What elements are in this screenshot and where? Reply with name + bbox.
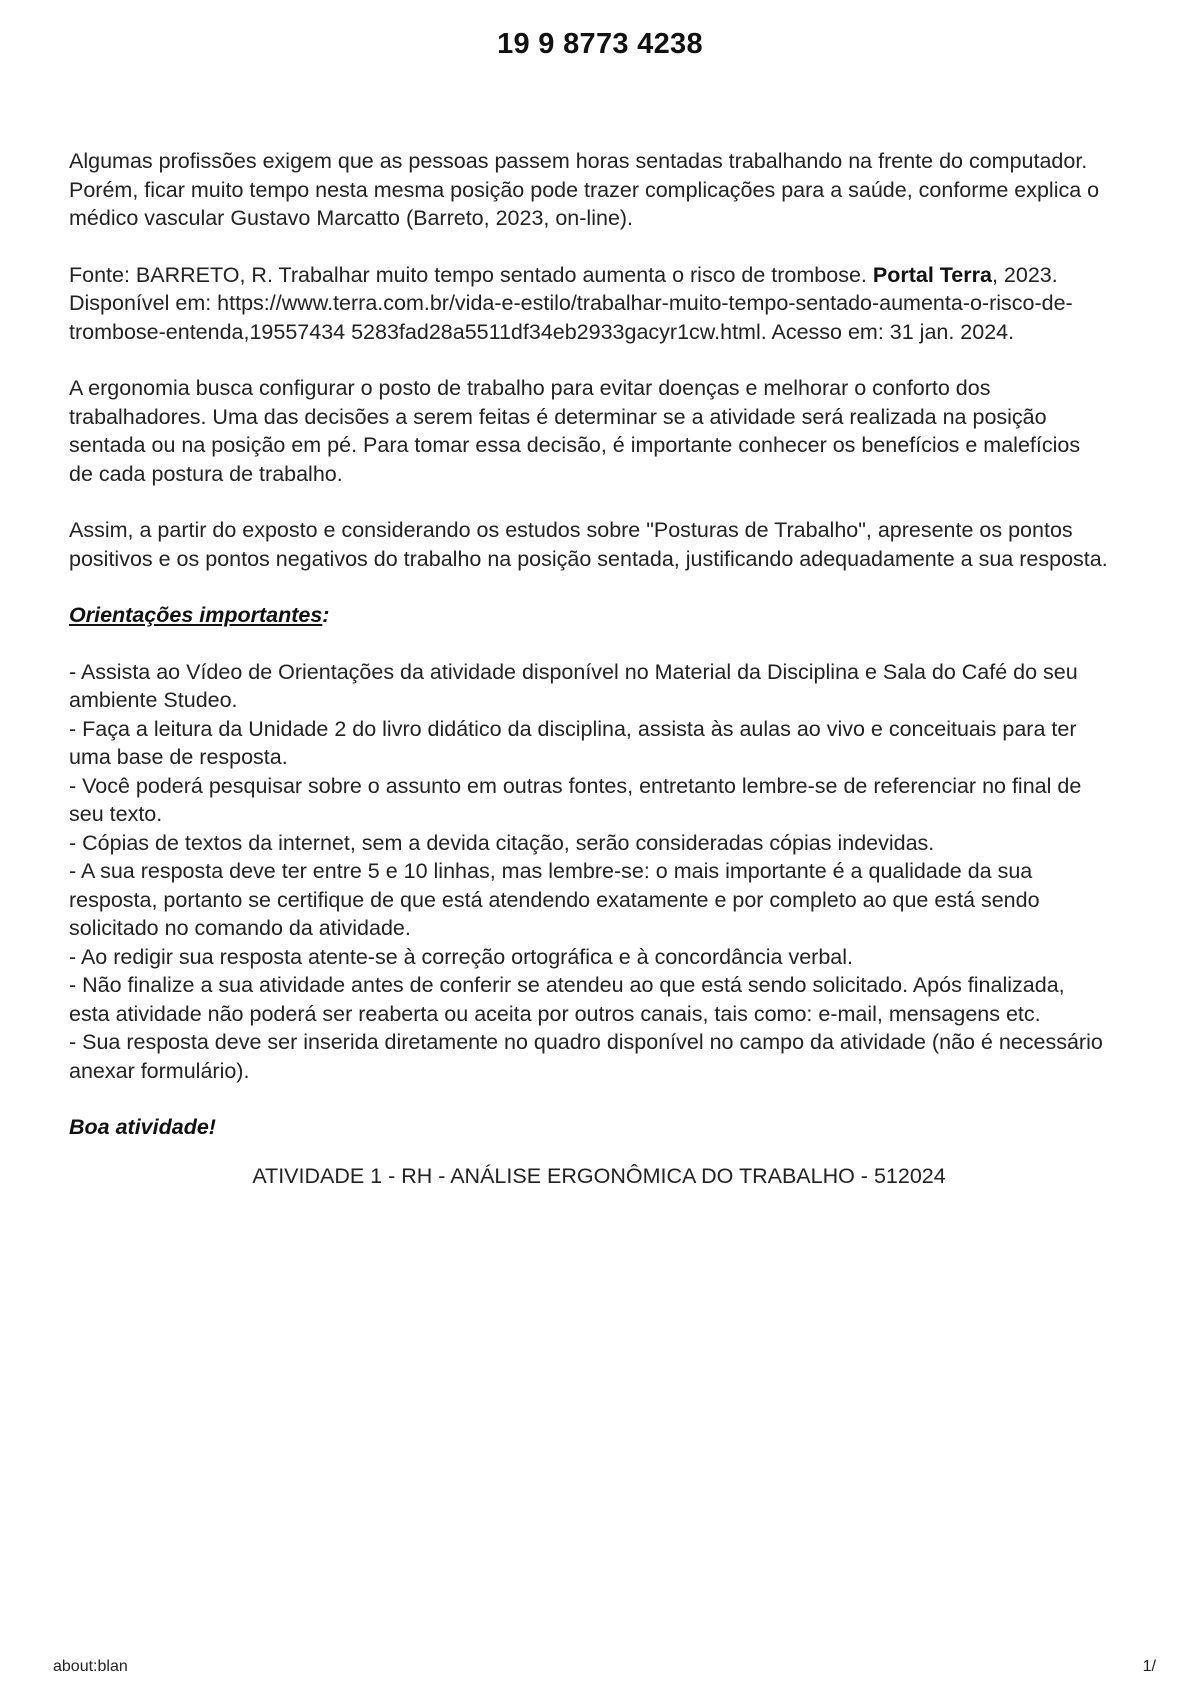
- orientations-heading: [69, 601, 1109, 630]
- orientations-heading-text: Orientações importantes: [69, 603, 323, 627]
- orientation-item: - Cópias de textos da internet, sem a devida citação, serão consideradas cópias indevidas.: [69, 830, 935, 855]
- phone-number-header: 19 9 8773 4238: [497, 28, 703, 60]
- activity-title: ATIVIDADE 1 - RH - ANÁLISE ERGONÔMICA DO TRABALHO - 512024: [252, 1163, 946, 1188]
- intro-paragraph: Algumas profissões exigem que as pessoas passem horas sentadas trabalhando na frente do computador. Porém, ficar muito tempo nesta mesma posição pode trazer complicações para a saúde, conforme explica o médico vascular Gustavo Marcatto (Barreto, 2023, on-line).: [69, 149, 1100, 230]
- footer-page-number: 1/: [1142, 1658, 1156, 1675]
- ergonomia-paragraph: A ergonomia busca configurar o posto de trabalho para evitar doenças e melhorar o conforto dos trabalhadores. Uma das decisões a serem feitas é determinar se a atividade será realizada na posição sentada ou na posição em pé. Para tomar essa decisão, é importante conhecer os benefícios e malefícios de cada postura de trabalho.: [69, 376, 1081, 486]
- source-citation: [69, 261, 1109, 347]
- source-suffix: , 2023. Disponível em: https://www.terra.com.br/vida-e-estilo/trabalhar-muito-tempo-sentado-aumenta-o-risco-de- trombose-entenda,19557434 5283fad28a5511df34eb2933gacyr1cw.html. Acesso em: 31 jan. 2024.: [69, 262, 1073, 344]
- orientations-list: [69, 658, 1109, 1086]
- closing-text: Boa atividade!: [69, 1115, 216, 1139]
- orientations-heading-colon: :: [322, 603, 330, 627]
- source-prefix: Fonte: BARRETO, R. Trabalhar muito tempo sentado aumenta o risco de trombose.: [69, 262, 873, 287]
- orientation-item: - A sua resposta deve ter entre 5 e 10 linhas, mas lembre-se: o mais importante é a qualidade da sua resposta, portanto se certifique de que está atendendo exatamente e por completo ao que está sendo solicitado no comando da atividade.: [69, 859, 1040, 940]
- orientation-item: - Não finalize a sua atividade antes de conferir se atendeu ao que está sendo solicitado. Após finalizada, esta atividade não poderá ser reaberta ou aceita por outros canais, tais como: e-mail, mensagens etc.: [69, 973, 1065, 1026]
- orientation-item: - Sua resposta deve ser inserida diretamente no quadro disponível no campo da atividade (não é necessário anexar formulário).: [69, 1030, 1103, 1083]
- source-publication: Portal Terra: [872, 262, 992, 287]
- footer-url: about:blan: [53, 1658, 128, 1675]
- orientation-item: - Ao redigir sua resposta atente-se à correção ortográfica e à concordância verbal.: [69, 944, 853, 969]
- document-body: [69, 147, 1109, 1218]
- task-paragraph: Assim, a partir do exposto e considerando os estudos sobre "Posturas de Trabalho", apresente os pontos positivos e os pontos negativos do trabalho na posição sentada, justificando adequadamente a sua resposta.: [69, 518, 1108, 571]
- orientation-item: - Faça a leitura da Unidade 2 do livro didático da disciplina, assista às aulas ao vivo e conceituais para ter uma base de resposta.: [69, 716, 1077, 769]
- orientation-item: - Assista ao Vídeo de Orientações da atividade disponível no Material da Disciplina e Sala do Café do seu ambiente Studeo.: [69, 659, 1078, 712]
- orientation-item: - Você poderá pesquisar sobre o assunto em outras fontes, entretanto lembre-se de referenciar no final de seu texto.: [69, 773, 1082, 826]
